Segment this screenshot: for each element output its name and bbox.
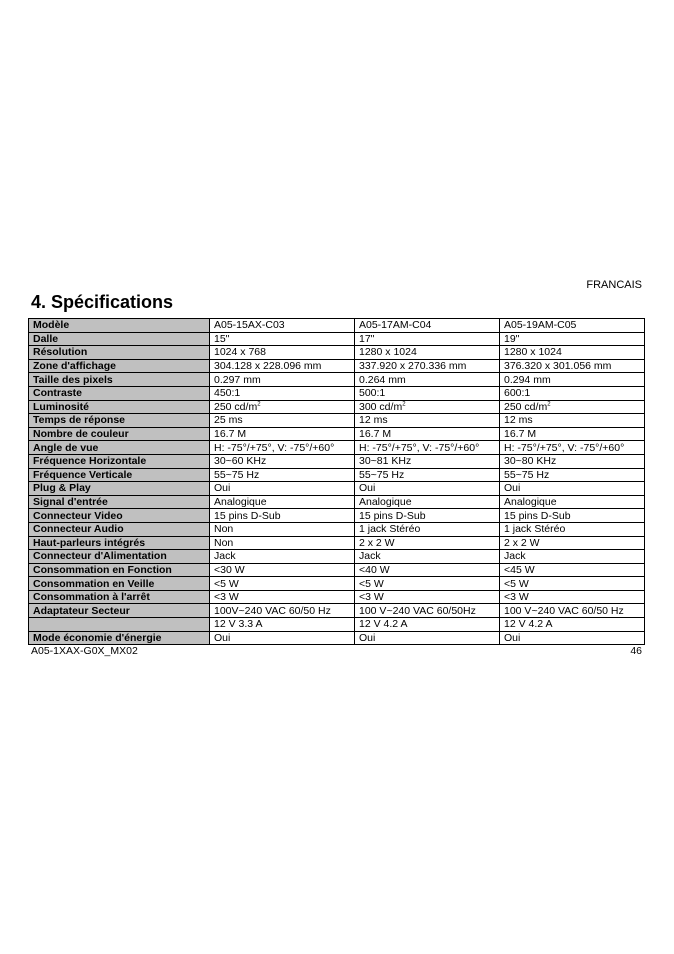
table-row (29, 495, 645, 509)
document-code: A05-1XAX-G0X_MX02 (31, 645, 138, 657)
spec-value: 55~75 Hz (355, 468, 500, 482)
spec-label: Consommation en Fonction (29, 563, 210, 577)
spec-value: H: -75°/+75°, V: -75°/+60° (355, 441, 500, 455)
unit-superscript: 2 (547, 401, 551, 408)
spec-value: 1280 x 1024 (500, 346, 645, 360)
table-row (29, 386, 645, 400)
table-row (29, 550, 645, 564)
spec-value (355, 400, 500, 414)
table-row (29, 373, 645, 387)
spec-value: 376.320 x 301.056 mm (500, 359, 645, 373)
spec-label: Zone d'affichage (29, 359, 210, 373)
spec-value: Analogique (355, 495, 500, 509)
spec-label: Nombre de couleur (29, 427, 210, 441)
table-row (29, 468, 645, 482)
spec-value: 337.920 x 270.336 mm (355, 359, 500, 373)
spec-value: 304.128 x 228.096 mm (210, 359, 355, 373)
table-row (29, 563, 645, 577)
spec-value: Oui (500, 482, 645, 496)
spec-value: 15 pins D-Sub (210, 509, 355, 523)
spec-label (29, 618, 210, 632)
spec-value: 15 pins D-Sub (500, 509, 645, 523)
spec-value: Oui (355, 482, 500, 496)
table-row (29, 427, 645, 441)
spec-value: 30~60 KHz (210, 454, 355, 468)
spec-label: Haut-parleurs intégrés (29, 536, 210, 550)
spec-label: Consommation à l'arrêt (29, 590, 210, 604)
spec-value: 12 V 3.3 A (210, 618, 355, 632)
spec-label: Contraste (29, 386, 210, 400)
unit-superscript: 2 (257, 401, 261, 408)
table-row (29, 509, 645, 523)
spec-value: Oui (210, 482, 355, 496)
spec-table-body (29, 319, 645, 645)
spec-label: Fréquence Horizontale (29, 454, 210, 468)
spec-value: Non (210, 522, 355, 536)
spec-label: Angle de vue (29, 441, 210, 455)
spec-label: Consommation en Veille (29, 577, 210, 591)
spec-value-text: 250 cd/m (214, 400, 258, 413)
spec-value: 450:1 (210, 386, 355, 400)
spec-value: Analogique (210, 495, 355, 509)
spec-value: 0.294 mm (500, 373, 645, 387)
spec-value: 100 V~240 VAC 60/50 Hz (500, 604, 645, 618)
spec-value-text: 250 cd/m (504, 400, 548, 413)
table-row (29, 536, 645, 550)
spec-value: H: -75°/+75°, V: -75°/+60° (500, 441, 645, 455)
spec-value: H: -75°/+75°, V: -75°/+60° (210, 441, 355, 455)
page-number: 46 (630, 645, 642, 657)
spec-value: 16.7 M (210, 427, 355, 441)
spec-label: Connecteur d'Alimentation (29, 550, 210, 564)
spec-value: 1280 x 1024 (355, 346, 500, 360)
table-row (29, 400, 645, 414)
spec-value: Jack (210, 550, 355, 564)
spec-value: 16.7 M (355, 427, 500, 441)
spec-value: <3 W (500, 590, 645, 604)
spec-value: 30~81 KHz (355, 454, 500, 468)
spec-value: <3 W (210, 590, 355, 604)
spec-value: 25 ms (210, 414, 355, 428)
spec-value: 12 ms (355, 414, 500, 428)
unit-superscript: 2 (402, 401, 406, 408)
table-row (29, 414, 645, 428)
spec-value: 17" (355, 332, 500, 346)
spec-value: 1 jack Stéréo (355, 522, 500, 536)
spec-value: <3 W (355, 590, 500, 604)
table-row (29, 454, 645, 468)
spec-label: Plug & Play (29, 482, 210, 496)
spec-value: 12 ms (500, 414, 645, 428)
spec-value: 30~80 KHz (500, 454, 645, 468)
spec-value: <45 W (500, 563, 645, 577)
spec-value: 12 V 4.2 A (500, 618, 645, 632)
spec-value: 2 x 2 W (500, 536, 645, 550)
spec-label: Dalle (29, 332, 210, 346)
spec-value: <5 W (500, 577, 645, 591)
spec-value: Jack (500, 550, 645, 564)
table-row (29, 631, 645, 645)
spec-label: Taille des pixels (29, 373, 210, 387)
spec-label: Fréquence Verticale (29, 468, 210, 482)
spec-value: 0.264 mm (355, 373, 500, 387)
spec-value: 55~75 Hz (500, 468, 645, 482)
spec-label: Signal d'entrée (29, 495, 210, 509)
spec-value: 55~75 Hz (210, 468, 355, 482)
spec-value (500, 400, 645, 414)
table-row (29, 319, 645, 333)
spec-value: <5 W (210, 577, 355, 591)
language-label: FRANCAIS (586, 279, 642, 291)
table-row (29, 359, 645, 373)
table-row (29, 618, 645, 632)
spec-value: 600:1 (500, 386, 645, 400)
spec-value: <40 W (355, 563, 500, 577)
spec-value (210, 400, 355, 414)
spec-label: Résolution (29, 346, 210, 360)
spec-table (28, 318, 645, 645)
table-row (29, 577, 645, 591)
section-title: 4. Spécifications (31, 292, 174, 312)
spec-value: <30 W (210, 563, 355, 577)
spec-value: 1024 x 768 (210, 346, 355, 360)
table-row (29, 522, 645, 536)
spec-value: A05-19AM-C05 (500, 319, 645, 333)
spec-value: A05-15AX-C03 (210, 319, 355, 333)
spec-value: <5 W (355, 577, 500, 591)
spec-value: 16.7 M (500, 427, 645, 441)
spec-label: Adaptateur Secteur (29, 604, 210, 618)
spec-value: 2 x 2 W (355, 536, 500, 550)
spec-label: Temps de réponse (29, 414, 210, 428)
spec-value: 100V~240 VAC 60/50 Hz (210, 604, 355, 618)
table-row (29, 590, 645, 604)
spec-value: Oui (500, 631, 645, 645)
spec-label: Connecteur Video (29, 509, 210, 523)
spec-value: Analogique (500, 495, 645, 509)
spec-value: Non (210, 536, 355, 550)
spec-value: A05-17AM-C04 (355, 319, 500, 333)
table-row (29, 332, 645, 346)
spec-value: 19" (500, 332, 645, 346)
spec-label: Connecteur Audio (29, 522, 210, 536)
table-row (29, 604, 645, 618)
spec-value: 100 V~240 VAC 60/50Hz (355, 604, 500, 618)
spec-value-text: 300 cd/m (359, 400, 403, 413)
spec-value: Jack (355, 550, 500, 564)
spec-value: 0.297 mm (210, 373, 355, 387)
spec-value: 12 V 4.2 A (355, 618, 500, 632)
spec-label: Luminosité (29, 400, 210, 414)
spec-label: Modèle (29, 319, 210, 333)
spec-value: 15 pins D-Sub (355, 509, 500, 523)
table-row (29, 346, 645, 360)
spec-value: Oui (355, 631, 500, 645)
spec-value: 15" (210, 332, 355, 346)
spec-value: 500:1 (355, 386, 500, 400)
spec-value: 1 jack Stéréo (500, 522, 645, 536)
table-row (29, 482, 645, 496)
spec-label: Mode économie d'énergie (29, 631, 210, 645)
spec-value: Oui (210, 631, 355, 645)
table-row (29, 441, 645, 455)
